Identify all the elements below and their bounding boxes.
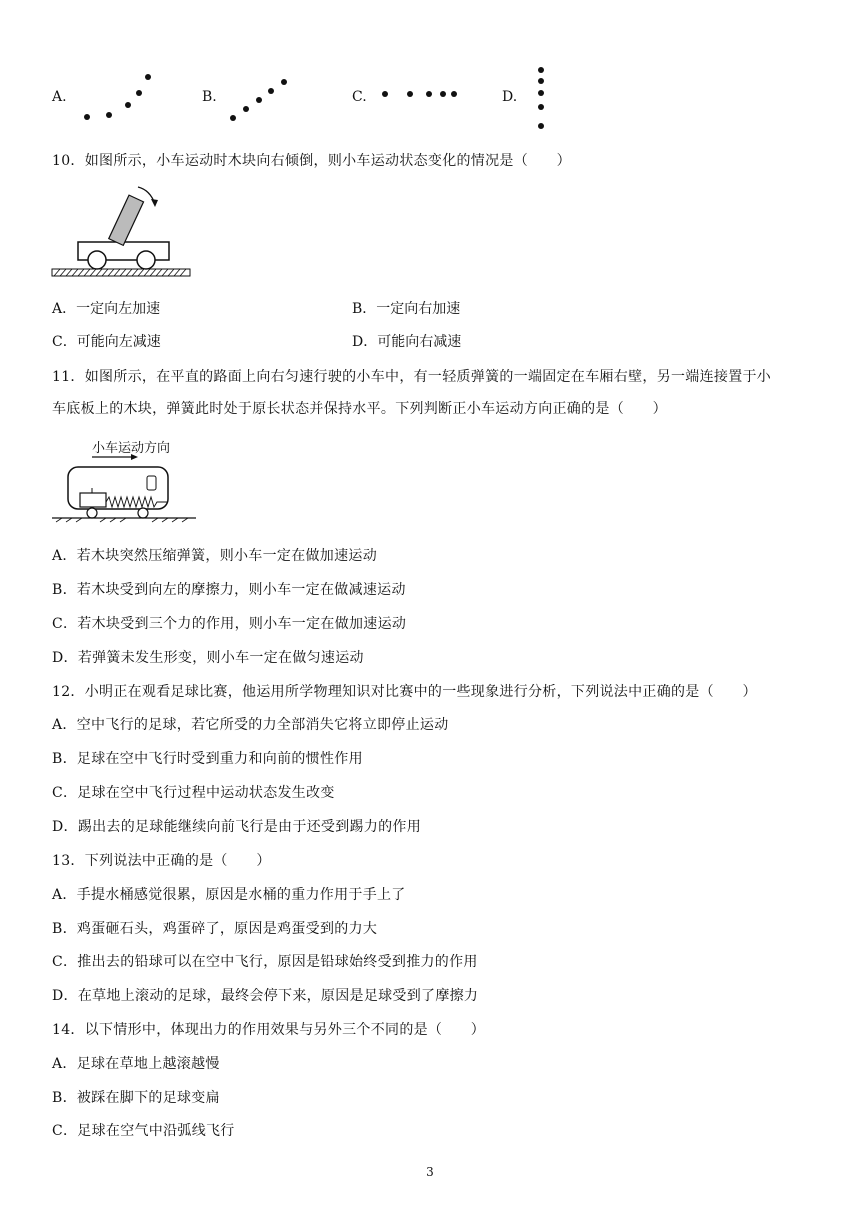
- q14-option-b: B．被踩在脚下的足球变扁: [52, 1090, 220, 1106]
- q9-option-c-label: C.: [352, 89, 367, 105]
- q11-option-c: C．若木块受到三个力的作用，则小车一定在做加速运动: [52, 616, 407, 632]
- q11-cart-figure: [0, 0, 860, 540]
- q13-option-c: C．推出去的铅球可以在空中飞行，原因是铅球始终受到推力的作用: [52, 954, 478, 970]
- q11-stem-line1: 11．如图所示，在平直的路面上向右匀速行驶的小车中，有一轻质弹簧的一端固定在车厢右壁，另一端连接置于小: [52, 369, 772, 385]
- q11-stem-line2: 车底板上的木块，弹簧此时处于原长状态并保持水平。下列判断正小车运动方向正确的是（ ）: [52, 401, 667, 417]
- q9-option-b-label: B.: [202, 89, 217, 105]
- q13-stem: 13．下列说法中正确的是（ ）: [52, 853, 271, 869]
- q14-option-c: C．足球在空气中沿弧线飞行: [52, 1123, 235, 1139]
- q13-option-a: A．手提水桶感觉很累，原因是水桶的重力作用于手上了: [52, 887, 406, 903]
- q14-option-a: A．足球在草地上越滚越慢: [52, 1056, 220, 1072]
- q10-option-d: D．可能向右减速: [352, 334, 462, 350]
- q12-option-c: C．足球在空中飞行过程中运动状态发生改变: [52, 785, 335, 801]
- q12-option-b: B．足球在空中飞行时受到重力和向前的惯性作用: [52, 751, 363, 767]
- q9-option-a-label: A.: [52, 89, 67, 105]
- q11-option-a: A．若木块突然压缩弹簧，则小车一定在做加速运动: [52, 548, 378, 564]
- q11-option-d: D．若弹簧未发生形变，则小车一定在做匀速运动: [52, 650, 364, 666]
- q13-option-b: B．鸡蛋砸石头，鸡蛋碎了，原因是鸡蛋受到的力大: [52, 921, 378, 937]
- q10-option-a: A．一定向左加速: [52, 301, 161, 317]
- page-number: 3: [426, 1165, 434, 1179]
- q12-stem: 12．小明正在观看足球比赛，他运用所学物理知识对比赛中的一些现象进行分析，下列说法中正确的是（ ）: [52, 684, 757, 700]
- q10-option-b: B．一定向右加速: [352, 301, 461, 317]
- q13-option-d: D．在草地上滚动的足球，最终会停下来，原因是足球受到了摩擦力: [52, 988, 479, 1004]
- q12-option-d: D．踢出去的足球能继续向前飞行是由于还受到踢力的作用: [52, 819, 422, 835]
- q14-stem: 14．以下情形中，体现出力的作用效果与另外三个不同的是（ ）: [52, 1022, 486, 1038]
- q9-option-d-label: D.: [502, 89, 518, 105]
- q11-direction-label: 小车运动方向: [92, 441, 171, 456]
- q11-option-b: B．若木块受到向左的摩擦力，则小车一定在做减速运动: [52, 582, 406, 598]
- q10-option-c: C．可能向左减速: [52, 334, 161, 350]
- q12-option-a: A．空中飞行的足球，若它所受的力全部消失它将立即停止运动: [52, 717, 449, 733]
- q10-stem: 10．如图所示，小车运动时木块向右倾倒，则小车运动状态变化的情况是（ ）: [52, 153, 571, 169]
